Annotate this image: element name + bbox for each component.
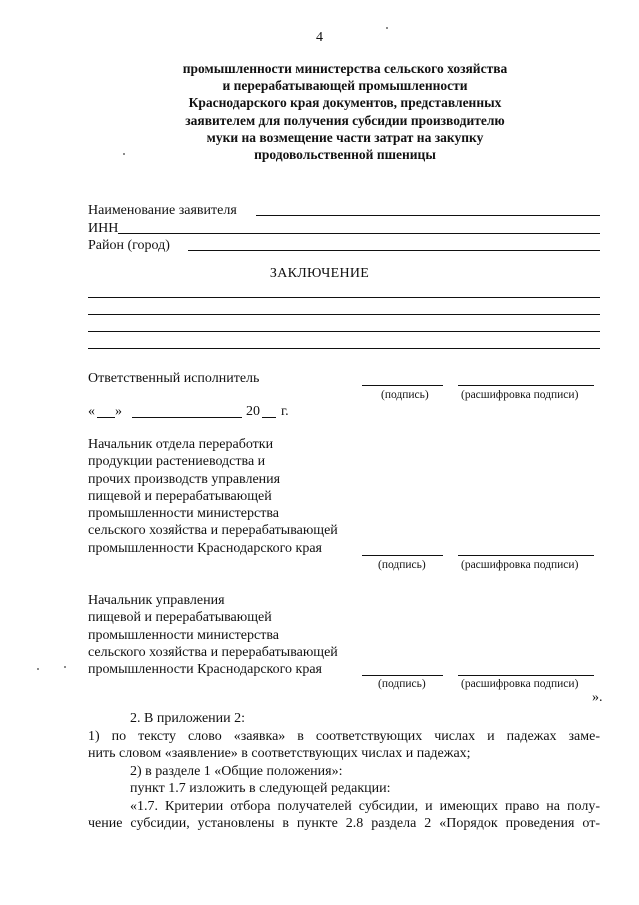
paragraph-item-1-line1: 1) по тексту слово «заявка» в соответствующих числах и падежах заме- [88,729,600,744]
conclusion-line[interactable] [88,348,600,349]
head-directorate-line: промышленности Краснодарского края [88,662,322,678]
conclusion-title: ЗАКЛЮЧЕНИЕ [269,266,370,281]
document-heading [110,60,580,163]
scan-speck [386,27,388,29]
head-department-line: Начальник отдела переработки [88,437,274,452]
head-directorate-decode-caption: (расшифровка подписи) [461,678,579,690]
district-label: Район (город) [88,238,170,253]
head-department-decode-line[interactable] [458,555,594,556]
heading-line: заявителем для получения субсидии производителю [185,112,505,128]
head-department-decode-caption: (расшифровка подписи) [461,559,579,571]
executor-signature-caption: (подпись) [381,389,429,401]
executor-decode-line[interactable] [458,385,594,386]
heading-line: муки на возмещение части затрат на закупку [206,129,484,145]
head-department-signature-caption: (подпись) [378,559,426,571]
scan-speck [64,666,66,668]
date-year-suffix: г. [281,404,289,419]
head-department-line: промышленности министерства [88,506,279,522]
paragraph-point-1-7: пункт 1.7 изложить в следующей редакции: [130,781,391,796]
closing-quote-mark: ». [592,690,603,705]
head-directorate-line: промышленности министерства [88,627,279,643]
head-department-block [88,436,338,557]
head-department-line: промышленности Краснодарского края [88,540,322,556]
head-department-line: продукции растениеводства и [88,454,266,470]
district-line[interactable] [188,250,600,251]
head-department-line: сельского хозяйства и перерабатывающей [88,523,338,539]
head-directorate-signature-caption: (подпись) [378,678,426,690]
conclusion-line[interactable] [88,297,600,298]
conclusion-line[interactable] [88,331,600,332]
executor-signature-line[interactable] [362,385,443,386]
applicant-name-label: Наименование заявителя [88,203,237,218]
inn-line[interactable] [118,233,600,234]
head-department-line: прочих производств управления [88,471,281,487]
heading-line: продовольственной пшеницы [254,147,436,163]
paragraph-item-1-line2: нить словом «заявление» в соответствующих числах и падежах; [88,746,471,761]
date-open-quote: « [88,404,95,419]
head-department-line: пищевой и перерабатывающей [88,488,272,504]
paragraph-criteria-line1: «1.7. Критерии отбора получателей субсидии, и имеющих право на полу- [130,799,600,814]
date-close-quote: » [115,404,122,419]
date-year-line[interactable] [262,417,276,418]
head-department-signature-line[interactable] [362,555,443,556]
heading-line: и перерабатывающей промышленности [222,78,468,94]
date-month-line[interactable] [132,417,242,418]
conclusion-line[interactable] [88,314,600,315]
head-directorate-block [88,592,338,678]
page-number: 4 [316,30,323,45]
executor-label: Ответственный исполнитель [88,371,260,386]
executor-decode-caption: (расшифровка подписи) [461,389,579,401]
applicant-name-line[interactable] [256,215,600,216]
scan-speck [123,153,125,155]
head-directorate-line: сельского хозяйства и перерабатывающей [88,644,338,660]
heading-line: промышленности министерства сельского хозяйства [182,61,508,76]
paragraph-item-2: 2) в разделе 1 «Общие положения»: [130,764,343,779]
paragraph-criteria-line2: чение субсидии, установлены в пункте 2.8 раздела 2 «Порядок проведения от- [88,816,600,831]
head-directorate-decode-line[interactable] [458,675,594,676]
scan-speck [37,668,39,670]
inn-label: ИНН [88,221,119,236]
head-directorate-signature-line[interactable] [362,675,443,676]
heading-line: Краснодарского края документов, представленных [188,95,502,111]
head-directorate-line: Начальник управления [88,593,225,608]
paragraph-appendix-2: 2. В приложении 2: [130,711,246,726]
date-day-line[interactable] [97,417,115,418]
head-directorate-line: пищевой и перерабатывающей [88,610,272,626]
date-year-prefix: 20 [246,404,260,419]
